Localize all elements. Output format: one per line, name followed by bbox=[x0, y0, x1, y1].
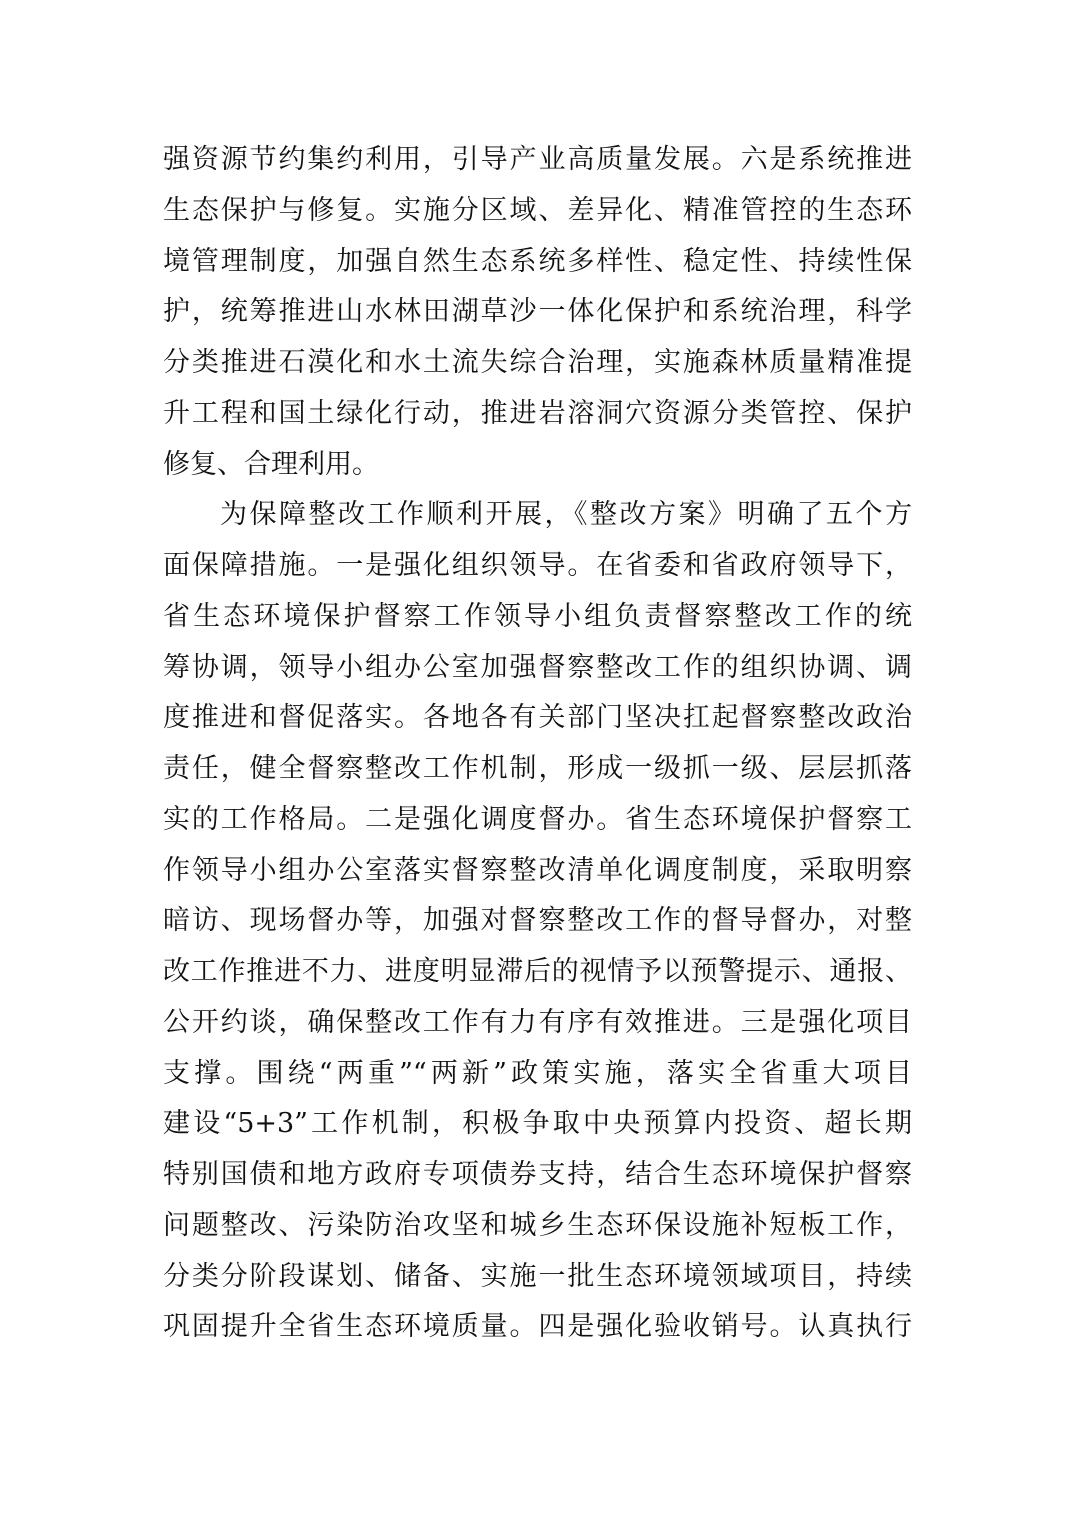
text-line: 筹协调，领导小组办公室加强督察整改工作的组织协调、调 bbox=[163, 651, 912, 683]
text-line: 生态保护与修复。实施分区域、差异化、精准管控的生态环 bbox=[163, 194, 912, 226]
body-text bbox=[163, 135, 912, 1353]
text-line: 护，统筹推进山水林田湖草沙一体化保护和系统治理，科学 bbox=[163, 296, 912, 328]
text-line: 分类分阶段谋划、储备、实施一批生态环境领域项目，持续 bbox=[163, 1260, 912, 1292]
text-line: 省生态环境保护督察工作领导小组负责督察整改工作的统 bbox=[163, 600, 912, 632]
text-line: 分类推进石漠化和水土流失综合治理，实施森林质量精准提 bbox=[163, 347, 912, 378]
text-line: 支撑。围绕“两重”“两新”政策实施，落实全省重大项目 bbox=[163, 1057, 912, 1089]
text-line: 问题整改、污染防治攻坚和城乡生态环保设施补短板工作， bbox=[163, 1209, 912, 1241]
text-line: 修复、合理利用。 bbox=[163, 448, 379, 480]
text-line: 暗访、现场督办等，加强对督察整改工作的督导督办，对整 bbox=[163, 905, 912, 937]
text-line: 改工作推进不力、进度明显滞后的视情予以预警提示、通报、 bbox=[163, 956, 912, 987]
text-line: 公开约谈，确保整改工作有力有序有效推进。三是强化项目 bbox=[163, 1006, 912, 1038]
paragraph bbox=[163, 135, 912, 490]
text-line: 特别国债和地方政府专项债券支持，结合生态环境保护督察 bbox=[163, 1159, 912, 1190]
text-line: 巩固提升全省生态环境质量。四是强化验收销号。认真执行 bbox=[163, 1311, 912, 1343]
text-line: 建设“5+3”工作机制，积极争取中央预算内投资、超长期 bbox=[163, 1108, 912, 1140]
text-line: 强资源节约集约利用，引导产业高质量发展。六是系统推进 bbox=[163, 144, 912, 175]
text-line: 作领导小组办公室落实督察整改清单化调度制度，采取明察 bbox=[163, 854, 912, 886]
text-line: 责任，健全督察整改工作机制，形成一级抓一级、层层抓落 bbox=[163, 753, 912, 784]
text-line: 实的工作格局。二是强化调度督办。省生态环境保护督察工 bbox=[163, 803, 912, 835]
paragraph bbox=[163, 490, 912, 1353]
text-line: 境管理制度，加强自然生态系统多样性、稳定性、持续性保 bbox=[163, 245, 912, 277]
text-line: 为保障整改工作顺利开展，《整改方案》明确了五个方 bbox=[220, 499, 912, 531]
text-line: 升工程和国土绿化行动，推进岩溶洞穴资源分类管控、保护 bbox=[163, 397, 912, 429]
text-line: 度推进和督促落实。各地各有关部门坚决扛起督察整改政治 bbox=[163, 702, 912, 734]
text-line: 面保障措施。一是强化组织领导。在省委和省政府领导下， bbox=[163, 550, 912, 581]
